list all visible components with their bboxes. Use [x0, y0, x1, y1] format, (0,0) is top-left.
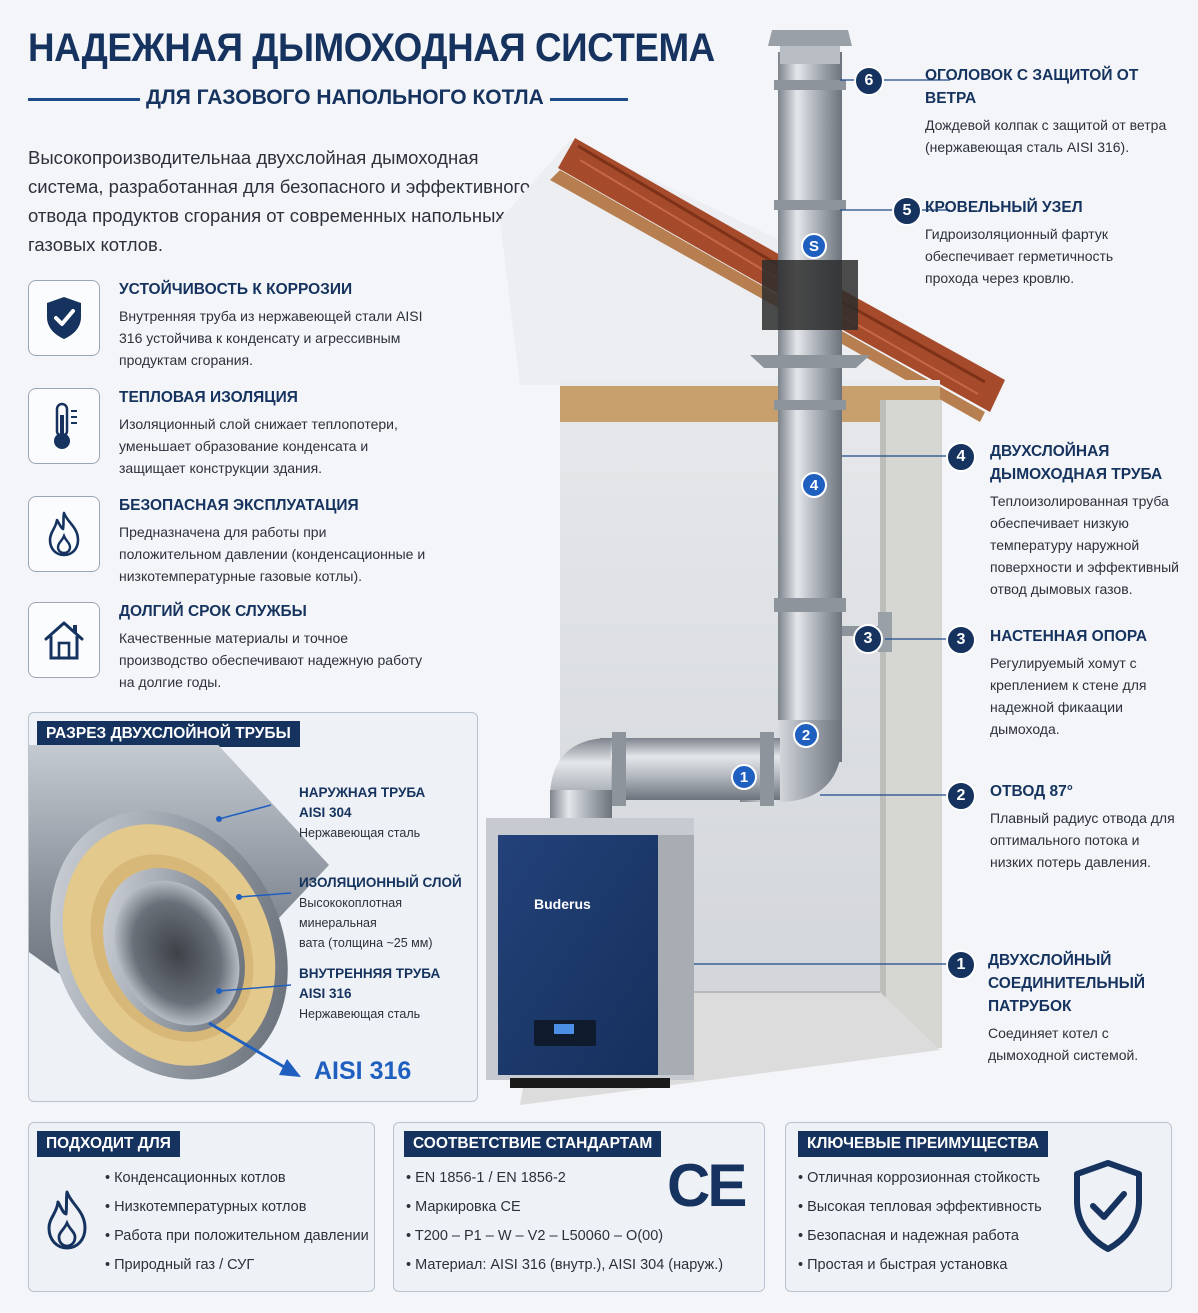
suitable-title: ПОДХОДИТ ДЛЯ: [37, 1131, 180, 1157]
feature-durability: [28, 602, 508, 692]
flame-icon: [43, 1189, 91, 1251]
list-item: • Природный газ / СУГ: [105, 1251, 369, 1280]
callout-rain-cap: ОГОЛОВОК С ЗАЩИТОЙ ОТ ВЕТРА Дождевой колпак с защитой от ветра (нержавеющая сталь AISI 316).: [925, 67, 1167, 155]
list-item: • Материал: AISI 316 (внутр.), AISI 304 (наруж.): [406, 1251, 723, 1280]
marker-6: 6: [854, 66, 884, 96]
feature-desc: Качественные материалы и точное производство обеспечивают надежную работу на долгие годы.: [119, 630, 423, 690]
marker-1: 1: [731, 764, 757, 790]
chimney-diagram: [480, 20, 1040, 1105]
suitable-list: [105, 1164, 369, 1280]
standards-title: СООТВЕТСТВИЕ СТАНДАРТАМ: [404, 1131, 661, 1157]
intro-text: Высокопроизводительнаа двухслойная дымоходная система, разработанная для безопасного и эффективного отвода продуктов сгорания от современных напольных газовых котлов.: [28, 147, 531, 255]
inner-pipe-label: ВНУТРЕННЯЯ ТРУБА AISI 316 Нержавеющая сталь: [299, 966, 441, 1021]
feature-title: ТЕПЛОВАЯ ИЗОЛЯЦИЯ: [119, 389, 298, 406]
marker-2: 2: [793, 722, 819, 748]
callout-connector: ДВУХСЛОЙНЫЙ СОЕДИНИТЕЛЬНЫЙ ПАТРУБОК Соединяет котел с дымоходной системой.: [988, 952, 1146, 1063]
list-item: • Работа при положительном давлении: [105, 1222, 369, 1251]
boiler-brand: Buderus: [534, 896, 591, 912]
list-item: • Простая и быстрая установка: [798, 1251, 1042, 1280]
list-item: • Высокая тепловая эффективность: [798, 1193, 1042, 1222]
feature-desc: Внутренняя труба из нержавеющей стали AISI 316 устойчива к конденсату и агрессивным продуктам сгорания.: [119, 308, 423, 368]
marker-3: 3: [853, 624, 883, 654]
callout-number-4: 4: [946, 442, 976, 472]
callout-number-3: 3: [946, 625, 976, 655]
list-item: • T200 – P1 – W – V2 – L50060 – O(00): [406, 1222, 723, 1251]
callout-wall-bracket: НАСТЕННАЯ ОПОРА Регулируемый хомут с креплением к стене для надежной фикаaции дымохода.: [990, 628, 1148, 737]
list-item: • Отличная коррозионная стойкость: [798, 1164, 1042, 1193]
marker-4: 4: [801, 472, 827, 498]
list-item: • EN 1856-1 / EN 1856-2: [406, 1164, 723, 1193]
feature-insulation: [28, 388, 508, 478]
shield-check-icon: [28, 280, 100, 356]
house-icon: [28, 602, 100, 678]
advantages-list: [798, 1164, 1042, 1280]
standards-panel: [393, 1122, 765, 1292]
page-title: НАДЕЖНАЯ ДЫМОХОДНАЯ СИСТЕМА: [28, 26, 715, 70]
thermometer-icon: [28, 388, 100, 464]
marker-5: S: [801, 233, 827, 259]
callout-elbow: ОТВОД 87° Плавный радиус отвода для оптимального потока и низких потерь давления.: [990, 783, 1175, 870]
callout-roof-node: КРОВЕЛЬНЫЙ УЗЕЛ Гидроизоляционный фартук обеспечивает герметичность прохода через кровлю.: [925, 199, 1114, 286]
advantages-title: КЛЮЧЕВЫЕ ПРЕИМУЩЕСТВА: [798, 1131, 1048, 1157]
insulation-label: ИЗОЛЯЦИОННЫЙ СЛОЙ Высококоплотная минеральная вата (толщина ~25 мм): [299, 875, 462, 950]
feature-desc: Предназначена для работы при положительном давлении (конденсационные и низкотемпературные газовые котлы).: [119, 524, 426, 584]
pipe-cross-section-illustration: [29, 745, 329, 1097]
list-item: • Маркировка CE: [406, 1193, 723, 1222]
feature-title: УСТОЙЧИВОСТЬ К КОРРОЗИИ: [119, 281, 353, 298]
page-subtitle: ДЛЯ ГАЗОВОГО НАПОЛЬНОГО КОТЛА: [140, 86, 550, 110]
cross-section-panel: [28, 712, 478, 1102]
callout-number-5: 5: [892, 196, 922, 226]
callout-double-pipe: ДВУХСЛОЙНАЯ ДЫМОХОДНАЯ ТРУБА Теплоизолированная труба обеспечивает низкую температуру наружной поверхности и эффективный отвод дымовых газов.: [990, 443, 1179, 597]
ce-mark: CE: [667, 1152, 745, 1219]
flame-icon: [28, 496, 100, 572]
shield-check-icon: [1071, 1159, 1145, 1253]
feature-title: БЕЗОПАСНАЯ ЭКСПЛУАТАЦИЯ: [119, 497, 359, 514]
list-item: • Низкотемпературных котлов: [105, 1193, 369, 1222]
outer-pipe-label: НАРУЖНАЯ ТРУБА AISI 304 Нержавеющая сталь: [299, 785, 426, 840]
callout-number-1: 1: [946, 950, 976, 980]
feature-title: ДОЛГИЙ СРОК СЛУЖБЫ: [119, 603, 307, 620]
feature-desc: Изоляционный слой снижает теплопотери, уменьшает образование конденсата и защищает конструкции здания.: [119, 416, 398, 476]
suitable-panel: [28, 1122, 375, 1292]
feature-corrosion: [28, 280, 508, 370]
list-item: • Конденсационных котлов: [105, 1164, 369, 1193]
list-item: • Безопасная и надежная работа: [798, 1222, 1042, 1251]
callout-number-2: 2: [946, 781, 976, 811]
advantages-panel: [785, 1122, 1172, 1292]
cross-section-title: РАЗРЕЗ ДВУХСЛОЙНОЙ ТРУБЫ: [37, 721, 300, 747]
standards-list: [406, 1164, 723, 1280]
feature-safety: [28, 496, 508, 586]
inner-steel-grade: AISI 316: [314, 1057, 412, 1085]
